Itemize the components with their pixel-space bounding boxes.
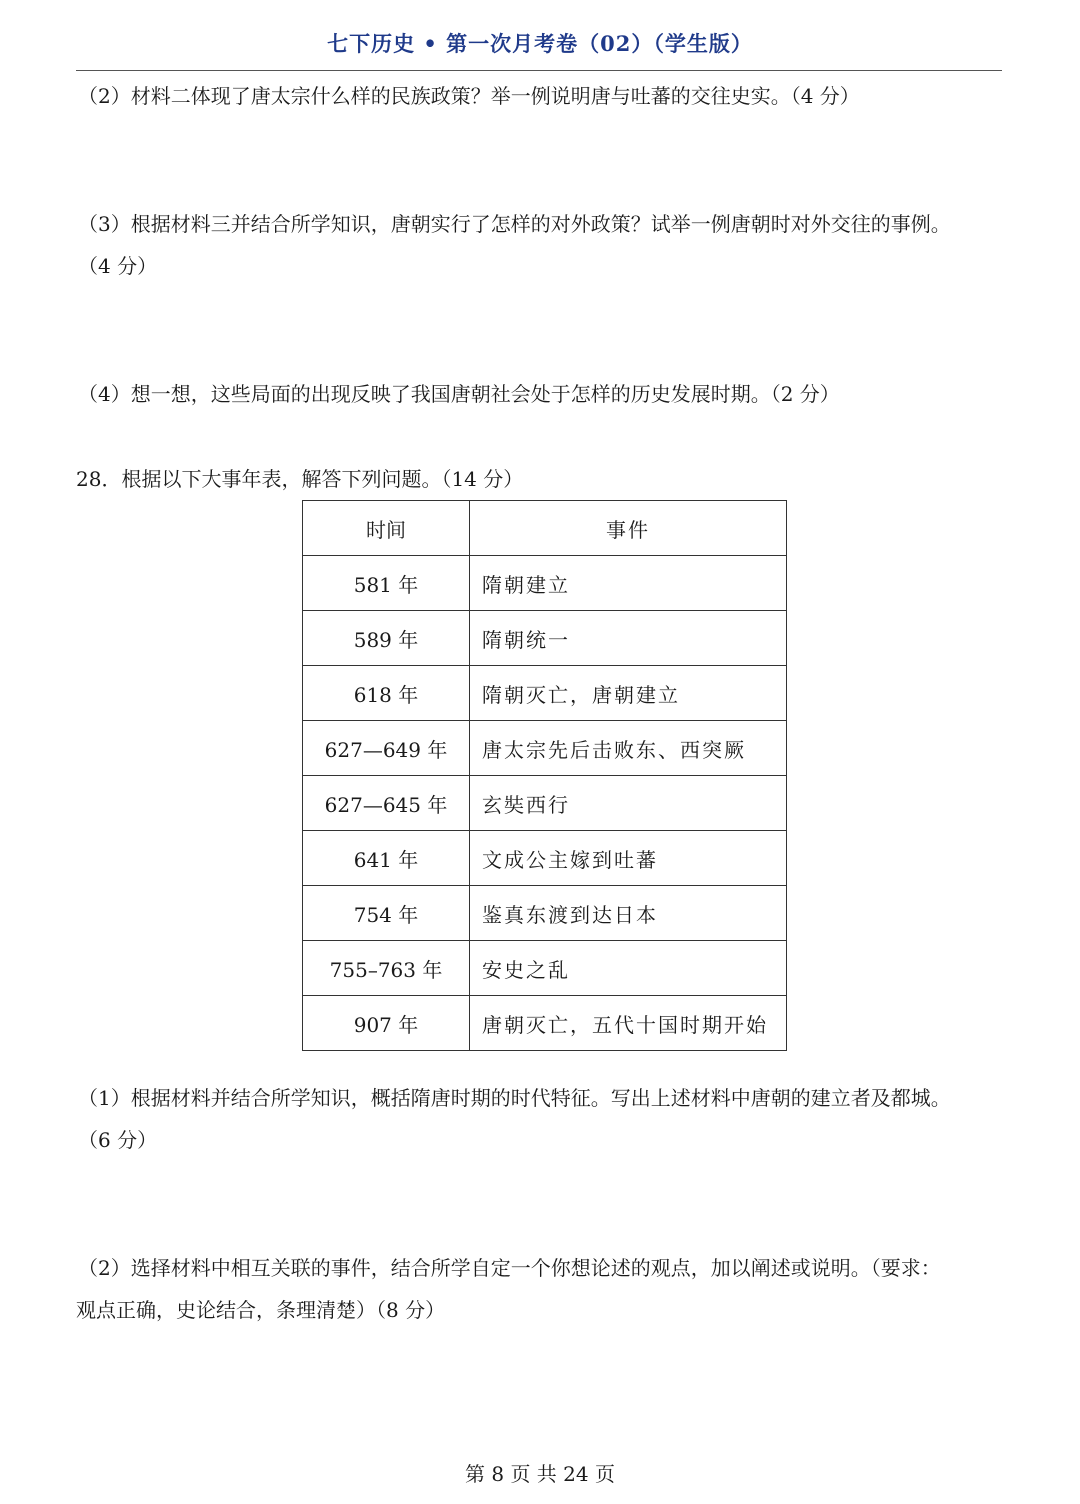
cell-time: 618 年 (303, 666, 470, 721)
page-header-title: 七下历史 • 第一次月考卷（02）（学生版） (327, 31, 753, 56)
question-text: （4 分） (78, 254, 158, 278)
cell-time: 755–763 年 (303, 941, 470, 996)
table-row (303, 666, 787, 721)
cell-time: 907 年 (303, 996, 470, 1051)
cell-time: 627—645 年 (303, 776, 470, 831)
page-number: 第 8 页 共 24 页 (465, 1462, 615, 1486)
question-text: （2）材料二体现了唐太宗什么样的民族政策？举一例说明唐与吐蕃的交往史实。（4 分） (78, 84, 860, 108)
question-text: （4）想一想，这些局面的出现反映了我国唐朝社会处于怎样的历史发展时期。（2 分） (78, 382, 840, 406)
cell-event: 隋朝灭亡，唐朝建立 (470, 666, 787, 721)
cell-time: 589 年 (303, 611, 470, 666)
table-row (303, 611, 787, 666)
question-text: （6 分） (78, 1128, 158, 1152)
table-row (303, 721, 787, 776)
question-text: （1）根据材料并结合所学知识，概括隋唐时期的时代特征。写出上述材料中唐朝的建立者及都城。 (78, 1086, 951, 1110)
cell-event: 文成公主嫁到吐蕃 (470, 831, 787, 886)
question-text: 28．根据以下大事年表，解答下列问题。（14 分） (76, 467, 524, 491)
question-text: （3）根据材料三并结合所学知识，唐朝实行了怎样的对外政策？试举一例唐朝时对外交往的事例。 (78, 212, 951, 236)
table-row (303, 776, 787, 831)
cell-time: 754 年 (303, 886, 470, 941)
chronology-table (302, 500, 787, 1051)
question-text: （2）选择材料中相互关联的事件，结合所学自定一个你想论述的观点，加以阐述或说明。（要求： (78, 1256, 941, 1280)
table-row (303, 996, 787, 1051)
cell-event: 鉴真东渡到达日本 (470, 886, 787, 941)
question-28-stem (76, 458, 1006, 500)
table-header-row (303, 501, 787, 556)
table-row (303, 886, 787, 941)
cell-event: 安史之乱 (470, 941, 787, 996)
table-row (303, 556, 787, 611)
table-row (303, 941, 787, 996)
question-27-2 (78, 75, 1008, 117)
cell-event: 唐太宗先后击败东、西突厥 (470, 721, 787, 776)
column-header-event: 事件 (470, 501, 787, 556)
cell-time: 627—649 年 (303, 721, 470, 776)
question-27-3 (78, 203, 1008, 287)
cell-event: 隋朝建立 (470, 556, 787, 611)
question-text: 观点正确，史论结合，条理清楚）（8 分） (76, 1298, 446, 1322)
question-28-1 (78, 1077, 1008, 1161)
question-28-2 (78, 1247, 1008, 1331)
table-row (303, 831, 787, 886)
column-header-time: 时间 (303, 501, 470, 556)
cell-event: 隋朝统一 (470, 611, 787, 666)
cell-time: 641 年 (303, 831, 470, 886)
header-divider (76, 70, 1002, 71)
cell-event: 唐朝灭亡，五代十国时期开始 (470, 996, 787, 1051)
cell-time: 581 年 (303, 556, 470, 611)
question-27-4 (78, 373, 1008, 415)
cell-event: 玄奘西行 (470, 776, 787, 831)
